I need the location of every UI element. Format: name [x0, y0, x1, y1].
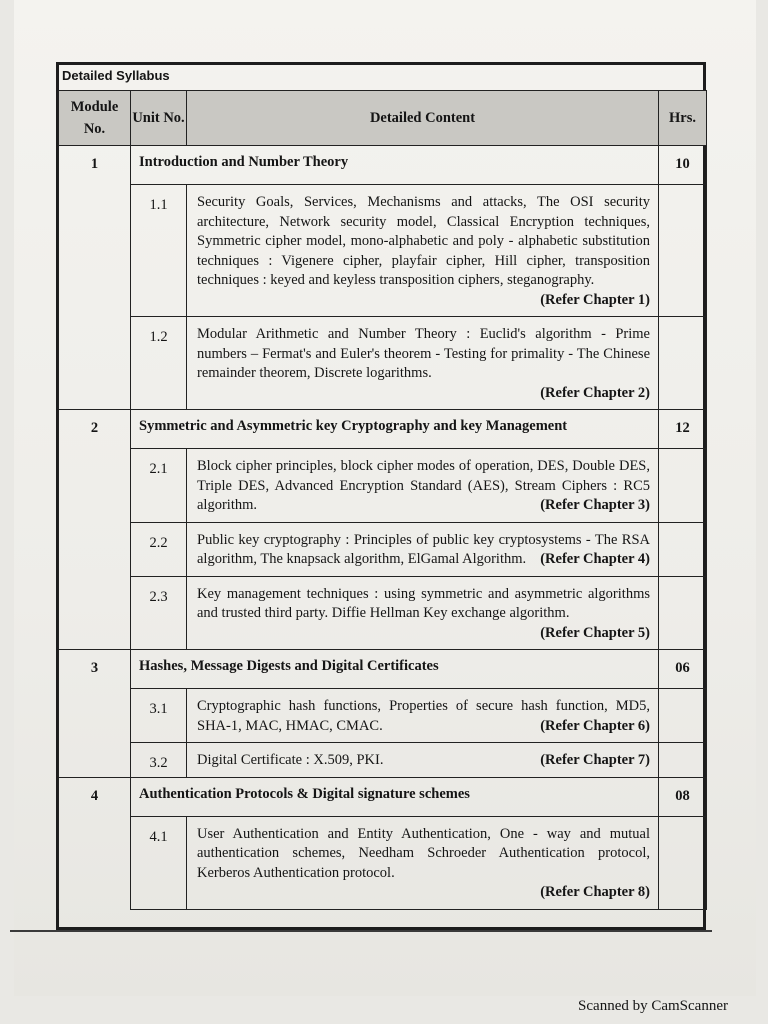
unit-text: User Authentication and Entity Authentication, One - way and mutual authentication schemes, Needham Schroeder Authentication protocol, Kerberos Authentication protocol. [197, 825, 650, 881]
unit-content [187, 317, 659, 410]
unit-row [59, 522, 707, 576]
module-hours: 12 [659, 410, 707, 449]
unit-text: Digital Certificate : X.509, PKI. [197, 752, 384, 768]
unit-text: Security Goals, Services, Mechanisms and attacks, The OSI security architecture, Network security model, Classical Encryption techniques, Symmetric cipher model, mono-alphabetic and poly - alphabetic substitution techniques : Vigenere cipher, playfair cipher, Hill cipher, transposition techniques : keyed and keyless transposition ciphers, steganography. [197, 194, 650, 288]
unit-number: 3.1 [131, 689, 187, 743]
unit-number: 1.2 [131, 317, 187, 410]
unit-row [59, 816, 707, 909]
unit-text: Cryptographic hash functions, Properties of secure hash function, MD5, SHA-1, MAC, HMAC, CMAC. [197, 698, 650, 734]
header-hours: Hrs. [659, 91, 707, 146]
module-title: Authentication Protocols & Digital signature schemes [131, 777, 659, 816]
chapter-reference: (Refer Chapter 8) [540, 884, 650, 900]
hours-empty [659, 576, 707, 650]
unit-content [187, 522, 659, 576]
page-bottom-rule [10, 930, 712, 932]
unit-row [59, 576, 707, 650]
module-number: 4 [59, 777, 131, 909]
module-number: 3 [59, 650, 131, 778]
unit-content [187, 743, 659, 778]
unit-number: 4.1 [131, 816, 187, 909]
syllabus-table [58, 90, 707, 910]
module-title-row [59, 777, 707, 816]
chapter-reference: (Refer Chapter 6) [540, 717, 650, 734]
unit-content [187, 185, 659, 317]
module-hours: 10 [659, 146, 707, 185]
unit-number: 2.3 [131, 576, 187, 650]
header-module: Module No. [59, 91, 131, 146]
unit-text: Key management techniques : using symmetric and asymmetric algorithms and trusted third party. Diffie Hellman Key exchange algorithm. [197, 585, 650, 621]
hours-empty [659, 816, 707, 909]
chapter-reference: (Refer Chapter 2) [540, 384, 650, 401]
table-header-row [59, 91, 707, 146]
hours-empty [659, 689, 707, 743]
unit-number: 3.2 [131, 743, 187, 778]
chapter-reference: (Refer Chapter 3) [540, 497, 650, 513]
unit-number: 2.1 [131, 449, 187, 523]
unit-row [59, 449, 707, 523]
hours-empty [659, 449, 707, 523]
header-content: Detailed Content [187, 91, 659, 146]
unit-row [59, 743, 707, 778]
module-hours: 06 [659, 650, 707, 689]
unit-content [187, 449, 659, 523]
scanner-watermark: Scanned by CamScanner [578, 998, 728, 1014]
module-title: Hashes, Message Digests and Digital Certificates [131, 650, 659, 689]
unit-text: Block cipher principles, block cipher modes of operation, DES, Double DES, Triple DES, Advanced Encryption Standard (AES), Stream Ciphers : RC5 algorithm. [197, 458, 650, 513]
hours-empty [659, 522, 707, 576]
hours-empty [659, 317, 707, 410]
chapter-reference: (Refer Chapter 1) [540, 291, 650, 308]
chapter-reference: (Refer Chapter 5) [540, 624, 650, 641]
module-title-row [59, 650, 707, 689]
module-number: 2 [59, 410, 131, 650]
module-title: Introduction and Number Theory [131, 146, 659, 185]
chapter-reference: (Refer Chapter 7) [540, 752, 650, 768]
header-unit: Unit No. [131, 91, 187, 146]
unit-row [59, 185, 707, 317]
module-hours: 08 [659, 777, 707, 816]
chapter-reference: (Refer Chapter 4) [540, 551, 650, 567]
unit-number: 2.2 [131, 522, 187, 576]
unit-row [59, 689, 707, 743]
unit-number: 1.1 [131, 185, 187, 317]
module-title: Symmetric and Asymmetric key Cryptography and key Management [131, 410, 659, 449]
unit-text: Modular Arithmetic and Number Theory : Euclid's algorithm - Prime numbers – Fermat's and Euler's theorem - Testing for primality - The Chinese remainder theorem, Discrete logarithms. [197, 326, 650, 381]
module-number: 1 [59, 146, 131, 410]
unit-text: Public key cryptography : Principles of public key cryptosystems - The RSA algorithm, The knapsack algorithm, ElGamal Algorithm. [197, 531, 650, 567]
syllabus-heading: Detailed Syllabus [62, 68, 170, 83]
module-title-row [59, 410, 707, 449]
hours-empty [659, 185, 707, 317]
unit-content [187, 576, 659, 650]
module-title-row [59, 146, 707, 185]
unit-row [59, 317, 707, 410]
unit-content [187, 816, 659, 909]
unit-content [187, 689, 659, 743]
hours-empty [659, 743, 707, 778]
